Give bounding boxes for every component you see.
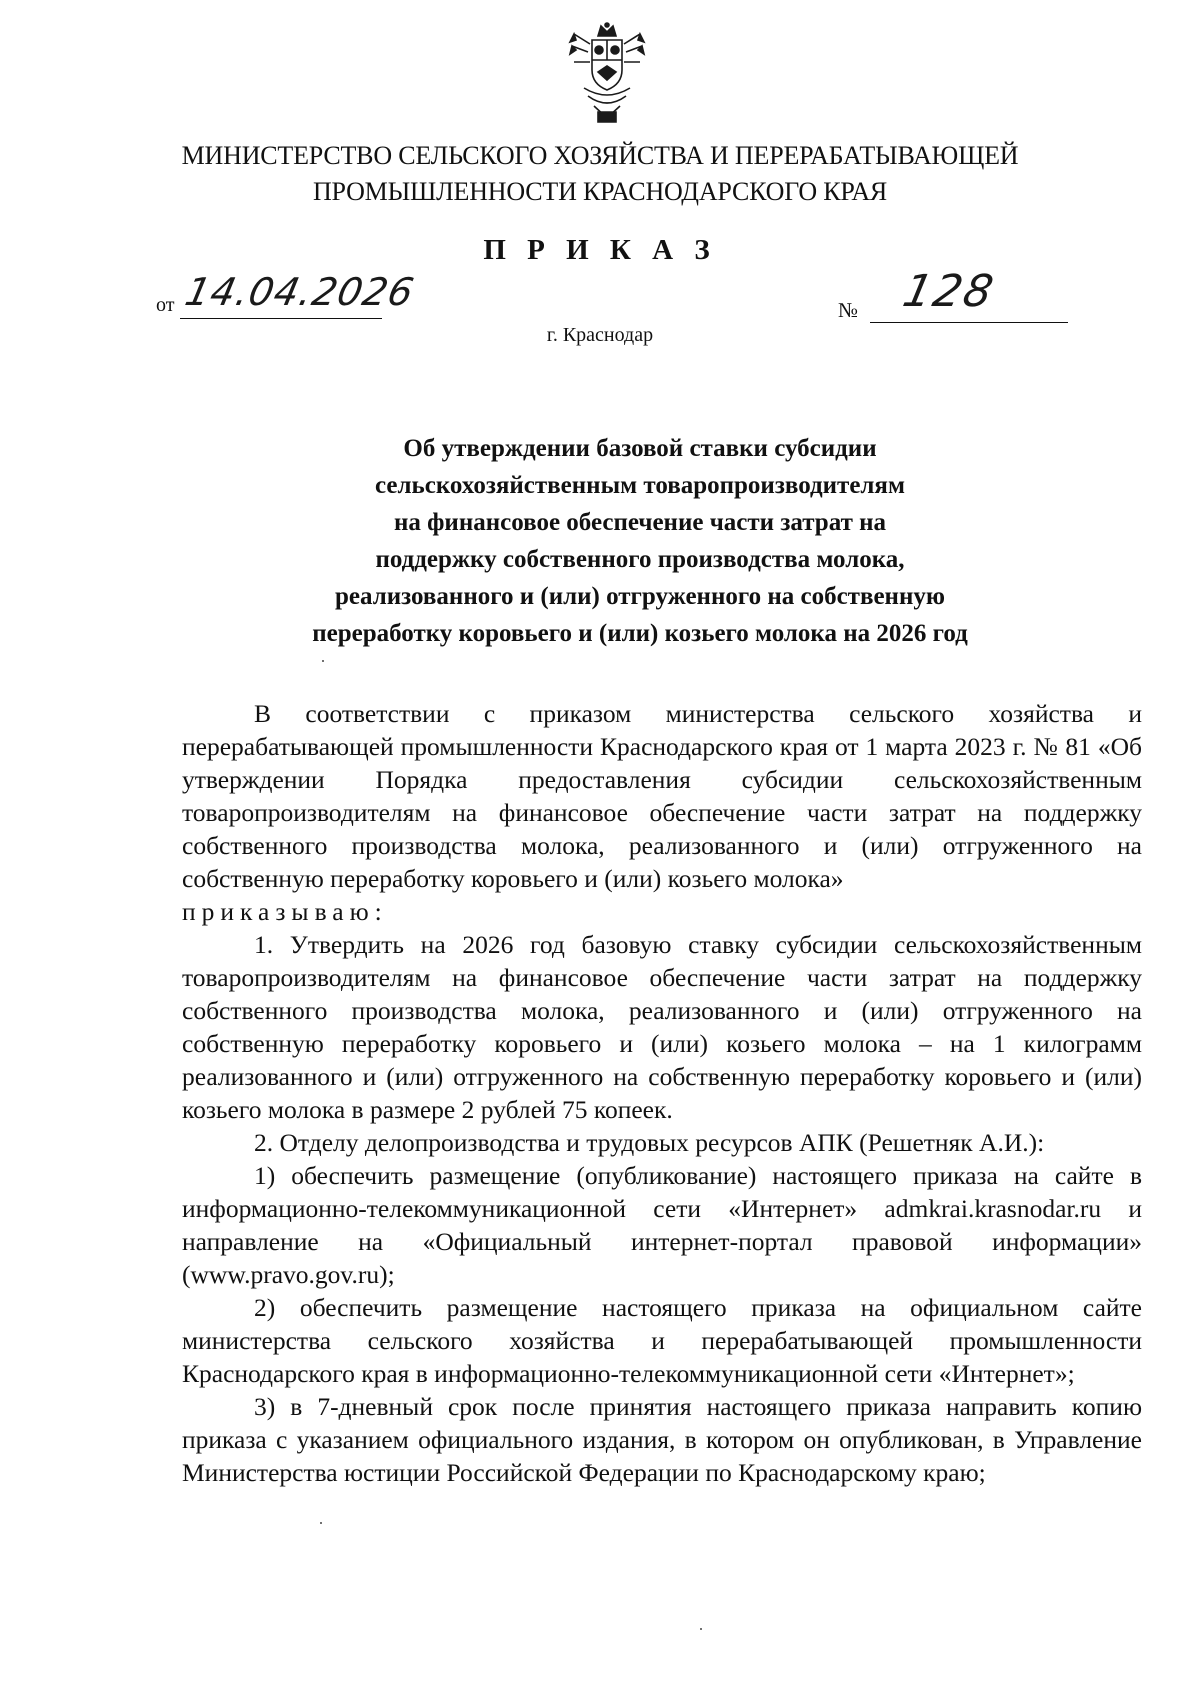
order-word: приказываю: (182, 897, 388, 926)
order-subject (200, 430, 1080, 652)
subject-line: Об утверждении базовой ставки субсидии (403, 435, 877, 462)
date-underline (180, 318, 382, 319)
ministry-name-line-2: ПРОМЫШЛЕННОСТИ КРАСНОДАРСКОГО КРАЯ (312, 177, 888, 206)
subject-line: реализованного и (или) отгруженного на собственную (335, 583, 945, 610)
scan-speck (322, 660, 324, 662)
item-2-paragraph: 2. Отделу делопроизводства и трудовых ресурсов АПК (Решетняк А.И.): (254, 1128, 1045, 1157)
order-body (182, 697, 1142, 1489)
handwritten-date: 14.04.2026 (181, 270, 419, 314)
document-type-title: П Р И К А З (483, 234, 717, 266)
city-line: г. Краснодар (546, 324, 654, 346)
item-2-3-paragraph: 3) в 7-дневный срок после принятия настоящего приказа направить копию приказа с указанием официального издания, в котором он опубликован, в Управление Министерства юстиции Российской Федерации по Краснодарскому краю; (182, 1392, 1142, 1487)
number-underline (870, 322, 1068, 323)
preamble-paragraph: В соответствии с приказом министерства сельского хозяйства и перерабатывающей промышленности Краснодарского края от 1 марта 2023 г. № 81 «Об утверждении Порядка предоставления субсидии сельскохозяйственным товаропроизводителям на финансовое обеспечение части затрат на поддержку собственного производства молока, реализованного и (или) отгруженного на собственную переработку коровьего и (или) козьего молока» (182, 699, 1142, 893)
scan-speck (320, 1522, 322, 1524)
krasnodar-coat-of-arms-icon (568, 22, 646, 126)
subject-line: на финансовое обеспечение части затрат на (393, 509, 887, 536)
subject-line: поддержку собственного производства молока, (375, 546, 905, 573)
subject-line: переработку коровьего и (или) козьего молока на 2026 год (312, 620, 968, 647)
ministry-name-line-1: МИНИСТЕРСТВО СЕЛЬСКОГО ХОЗЯЙСТВА И ПЕРЕРАБАТЫВАЮЩЕЙ (181, 141, 1019, 170)
item-2-2-paragraph: 2) обеспечить размещение настоящего приказа на официальном сайте министерства сельского хозяйства и перерабатывающей промышленности Краснодарского края в информационно-телекоммуникационной сети «Интернет»; (182, 1293, 1142, 1388)
subject-line: сельскохозяйственным товаропроизводителям (374, 472, 905, 499)
number-prefix: № (838, 298, 859, 322)
handwritten-number: 128 (898, 266, 1000, 317)
date-prefix: от (156, 294, 175, 316)
order-word-paragraph (182, 895, 1142, 928)
item-2-1-paragraph: 1) обеспечить размещение (опубликование) настоящего приказа на сайте в информационно-телекоммуникационной сети «Интернет» admkrai.krasnodar.ru и направление на «Официальный интернет-портал правовой информации» (www.pravo.gov.ru); (182, 1161, 1142, 1289)
item-1-paragraph: 1. Утвердить на 2026 год базовую ставку субсидии сельскохозяйственным товаропроизводителям на финансовое обеспечение части затрат на поддержку собственного производства молока, реализованного и (или) отгруженного на собственную переработку коровьего и (или) козьего молока – на 1 килограмм реализованного и (или) отгруженного на собственную переработку коровьего и (или) козьего молока в размере 2 рублей 75 копеек. (182, 930, 1142, 1124)
ministry-name (100, 138, 1100, 210)
scan-speck (700, 1628, 702, 1630)
